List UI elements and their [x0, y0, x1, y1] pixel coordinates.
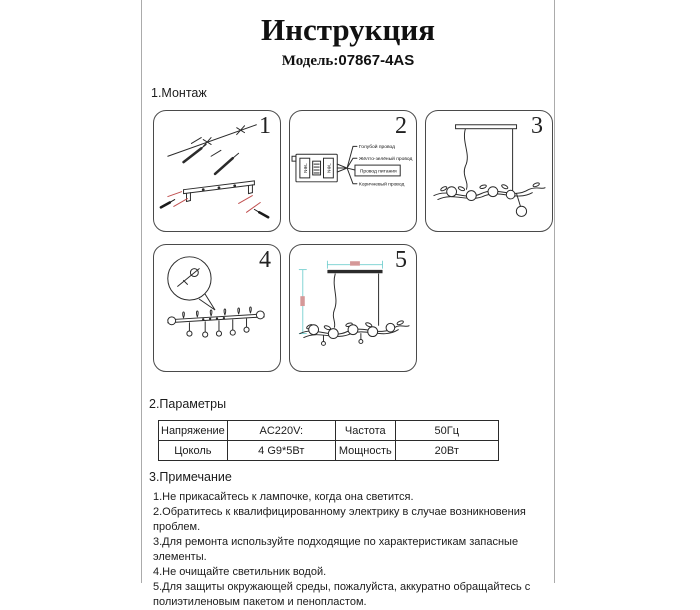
step-number: 1: [259, 113, 271, 139]
step-4-box: [153, 244, 281, 372]
table-row: [159, 421, 499, 441]
note-item: 5.Для защиты окружающей среды, пожалуйста, аккуратно обращайтесь с полиэтиленовым пакетом и пенопластом.: [153, 581, 531, 608]
wire-fan: [337, 146, 357, 183]
suspension-wire-left: [333, 274, 336, 328]
parameters-table: [158, 420, 499, 461]
model-label: Модель:: [281, 53, 339, 69]
param-cell: 20Вт: [395, 441, 498, 461]
terminal-marking-right: N⊕L: [326, 163, 332, 173]
chandelier-branch-icon: [300, 320, 409, 345]
dimension-label-width: [350, 261, 360, 265]
model-value: 07867-4AS: [338, 52, 415, 69]
param-cell: Частота: [335, 421, 395, 441]
model-line: [142, 52, 554, 70]
param-cell: 50Гц: [395, 421, 498, 441]
step-number: 3: [531, 113, 543, 139]
step-1-box: [153, 110, 281, 232]
instruction-sheet: [141, 0, 555, 608]
ceiling-screws-icon: [168, 125, 257, 174]
note-item: 1.Не прикасайтесь к лампочке, когда она светится.: [153, 491, 414, 503]
chandelier-branch-icon: [434, 182, 545, 216]
step-3-box: [425, 110, 553, 232]
hanging-bulb-icon: [516, 206, 526, 216]
magnifier-callout-icon: [168, 257, 215, 310]
step-2-box: [289, 110, 417, 232]
step-number: 4: [259, 247, 271, 273]
section-notes-heading: 3.Примечание: [149, 470, 232, 484]
page-title: Инструкция: [260, 12, 436, 47]
suspension-wire-left: [464, 129, 467, 190]
mounting-bracket-icon: [184, 181, 255, 202]
red-arrow-marks: [168, 192, 260, 213]
wire-label-blue: Голубой провод: [358, 144, 396, 150]
wire-label-yellow-green: Жёлто-зелёный провод: [358, 156, 413, 162]
param-cell: Напряжение: [159, 421, 228, 441]
terminal-marking-left: N⊕L: [302, 163, 308, 173]
param-cell: Мощность: [335, 441, 395, 461]
wire-label-power: Провод питания: [359, 169, 397, 175]
dimension-label-height: [300, 296, 304, 306]
notes-list: [153, 490, 559, 610]
step-5-box: [289, 244, 417, 372]
section-params-heading: 2.Параметры: [149, 397, 227, 411]
param-cell: AC220V:: [227, 421, 335, 441]
branch-bar-icon: [168, 307, 264, 337]
wire-label-brown: Коричневый провод: [358, 182, 405, 188]
canopy-icon: [456, 125, 517, 129]
step-number: 2: [395, 113, 407, 139]
param-cell: Цоколь: [159, 441, 228, 461]
note-item: 3.Для ремонта используйте подходящие по характеристикам запасные элементы.: [153, 536, 519, 563]
section-montage-heading: 1.Монтаж: [151, 86, 207, 100]
table-row: [159, 441, 499, 461]
note-item: 4.Не очищайте светильник водой.: [153, 566, 327, 578]
note-item: 2.Обратитесь к квалифицированному электрику в случае возникновения проблем.: [153, 506, 526, 533]
param-cell: 4 G9*5Вт: [227, 441, 335, 461]
step-number: 5: [395, 247, 407, 273]
